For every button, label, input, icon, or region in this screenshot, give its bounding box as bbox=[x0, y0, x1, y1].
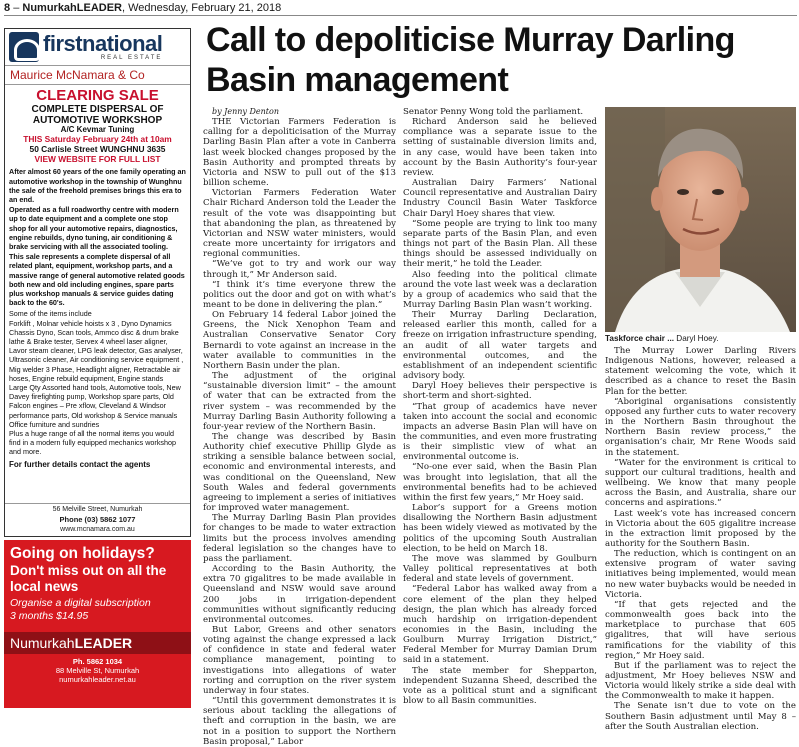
article-paragraph: The state member for Shepparton, independent Suzanna Sheed, described the vote as a political stunt and a significant blow to all Basin communities. bbox=[403, 665, 597, 707]
house-icon bbox=[9, 32, 39, 62]
article-paragraph: THE Victorian Farmers Federation is calling for a depoliticisation of the Murray Darling Basin Plan after a vote in Canberra last week blocked changes proposed by the Basin Authority and prompted threats by Victoria and NSW to pull out of the $13 billion scheme. bbox=[203, 117, 396, 189]
article-paragraph: The Senate isn’t due to vote on the Southern Basin adjustment until May 8 – after the South Australian election. bbox=[605, 701, 796, 732]
article-paragraph: Also feeding into the political climate around the vote last week was a declaration by a group of academics who said that the Murray Darling Basin Plan wasn’t working. bbox=[403, 269, 597, 310]
ad-headline: CLEARING SALE bbox=[36, 87, 159, 104]
article-column-3 bbox=[605, 346, 796, 732]
holiday-ad-price: 3 months $14.95 bbox=[10, 610, 89, 622]
article-paragraph: The reduction, which is contingent on an extensive program of water saving initiatives being implemented, would mean no new water buybacks would be needed in Victoria. bbox=[605, 549, 796, 600]
photo-caption bbox=[605, 333, 796, 344]
ad-items-list-3: Plus a huge range of all the normal items you would find in a modern fully equipped mechanics workshop and more. bbox=[9, 429, 177, 457]
agency-name: Maurice McNamara & Co bbox=[5, 66, 190, 85]
ad-items-list-1: Forklift , Molnar vehicle hoists x 3 , Dyno Dynamics Chassis Dyno, Scan tools, Ammco disc & drum brake lathe & Brake tester, Servex 4 wheel laser aligner, Lavor steam cleaner, LPG leak detector, Gas analyser, Ultrasonic cleaner, Air conditioning service equipment , Mig welder 3 Phase, Headlight aligner, Retractable air hoses, Engine rebuild equipment, Engine stands bbox=[9, 318, 184, 383]
article-paragraph: “No-one ever said, when the Basin Plan was brought into legislation, that all the environmental benefits had to be achieved within the first few years,” Mr Hoey said. bbox=[403, 462, 597, 503]
portrait-image bbox=[605, 107, 796, 332]
agent-website[interactable]: www.mcnamara.com.au bbox=[60, 526, 135, 533]
article-column-1 bbox=[203, 107, 396, 747]
ad-this-sale: This sale represents a complete dispersal of all related plant, equipment, workshop parts, and a massive range of general automotive related goods both new and old including engines, spare parts plus workshop manuals & service guides dating back to the 60's. bbox=[9, 252, 185, 308]
article-paragraph: Last week’s vote has increased concern in Victoria about the 605 gigalitre increase in the extraction limit proposed by the authority for the Southern Basin. bbox=[605, 508, 796, 549]
article-paragraph: But Labor, Greens and other senators voting against the change expressed a lack of confidence in state and federal water compliance management, pointing to investigations into allegations of water rorting and corruption on the river system underway in four states. bbox=[203, 624, 396, 696]
article-paragraph: The Murray Darling Basin Plan provides for changes to be made to water extraction limits but the process involves amending federal legislation so the changes have to pass the parliament. bbox=[203, 513, 396, 564]
article-column-2 bbox=[403, 107, 597, 710]
holiday-ad-website[interactable]: numurkahleader.net.au bbox=[59, 675, 136, 684]
paper-name: NumurkahLEADER bbox=[22, 2, 122, 14]
article-paragraph: “Water for the environment is critical to support our cultural traditions, health and wellbeing. We know that many people across the Basin, and Australia, share our concerns and aspirations.” bbox=[605, 457, 796, 509]
holiday-ad-line-2: Don't miss out on all the bbox=[10, 563, 167, 578]
article-paragraph: Victorian Farmers Federation Water Chair Richard Anderson told the Leader the result of the vote was disappointing but that abandoning the plan, as threatened by Victorian and NSW water ministers, would create more uncertainty for irrigators and regional communities. bbox=[203, 188, 396, 260]
article-paragraph: According to the Basin Authority, the extra 70 gigalitres to be made available in Queensland and NSW would save around 200 jobs in irrigation-dependent communities without significantly reducing environmental outcomes. bbox=[203, 564, 396, 625]
article-paragraph: But if the parliament was to reject the adjustment, Mr Hoey believes NSW and Victoria would likely strike a side deal with the Commonwealth to make it happen. bbox=[605, 660, 796, 702]
article-paragraph: Australian Dairy Farmers’ National Council representative and Australian Dairy Industry Council Basin Water Taskforce Chair Daryl Hoey shares that view. bbox=[403, 178, 597, 219]
article-paragraph: “Some people are trying to link too many separate parts of the Basin Plan, and even things not part of the Basin Plan. All these things should be assessed individually on their merit,” he told the Leader. bbox=[403, 218, 597, 270]
article-paragraph: “Until this government demonstrates it is serious about tackling the allegations of theft and corruption in the basin, we are not in a position to support the Northern Basin proposal,” Labor bbox=[203, 696, 396, 747]
article-paragraph: The move was slammed by Goulburn Valley political representatives at both federal and state levels of government. bbox=[403, 553, 597, 585]
page-number: 8 bbox=[4, 2, 11, 14]
issue-date: Wednesday, February 21, 2018 bbox=[128, 2, 282, 14]
holiday-ad-headline: Going on holidays? bbox=[10, 545, 155, 562]
agent-address: 56 Melville Street, Numurkah bbox=[52, 506, 143, 513]
page-masthead bbox=[4, 2, 797, 16]
article-paragraph: “Aboriginal organisations consistently opposed any further cuts to water recovery in the Northern Basin throughout the Northern Basin review process,” the organisation’s chair, Mr Rene Woods said in the statement. bbox=[605, 396, 796, 458]
brand-name: firstnational bbox=[43, 31, 163, 56]
holiday-ad-phone[interactable]: Ph. 5862 1034 bbox=[72, 657, 123, 666]
clearing-sale-ad[interactable] bbox=[4, 28, 191, 537]
holiday-ad-contact bbox=[4, 657, 191, 684]
ad-subhead-1: COMPLETE DISPERSAL OF bbox=[31, 104, 164, 115]
article-paragraph: On February 14 federal Labor joined the Greens, the Nick Xenophon Team and Australian Conservative Senator Cory Bernardi to vote against an increase in the water available to communities in the Northern Basin under the plan. bbox=[203, 310, 396, 371]
holiday-ad-brand bbox=[4, 632, 191, 654]
caption-lead: Taskforce chair ... bbox=[605, 334, 675, 343]
ad-website-line[interactable]: VIEW WEBSITE FOR FULL LIST bbox=[34, 154, 161, 165]
caption-name: Daryl Hoey. bbox=[674, 334, 719, 343]
holiday-ad-address: 88 Melville St, Numurkah bbox=[55, 666, 140, 675]
article-paragraph: “I think it’s time everyone threw the politics out the door and got on with what’s meant to be done in delivering the plan.” bbox=[203, 279, 396, 310]
ad-intro: After almost 60 years of the one family operating an automotive workshop in the township of Wunghnu the sale of the freehold premises brings this era to an end. bbox=[9, 167, 186, 204]
article-paragraph: Daryl Hoey believes their perspective is short-term and short-sighted. bbox=[403, 381, 597, 402]
article-headline: Call to depoliticise Murray Darling Basin management bbox=[206, 21, 735, 99]
article-paragraph: “That group of academics have never taken into account the social and economic impacts an adverse Basin Plan will have on the communities, and even more frustrating is their simplistic view of what an environmental outcome is. bbox=[403, 401, 597, 463]
ad-client: A/C Kevmar Tuning bbox=[60, 125, 135, 134]
ad-further-details: For further details contact the agents bbox=[9, 459, 151, 469]
brand-light: Numurkah bbox=[10, 635, 75, 651]
ad-body bbox=[5, 85, 190, 472]
ad-operated: Operated as a full roadworthy centre with modern up to date equipment and a complete one stop shop for all your automotive repairs, diagnostics, engine rebuilds, dyno tuning, air conditioning & brake servicing with all the associated tooling. bbox=[9, 205, 179, 252]
article-paragraph: “If that gets rejected and the commonwealth goes back into the marketplace to purchase that 605 gigalitres, that will have serious ramifications for the viability of this region,” Mr Hoey said. bbox=[605, 599, 796, 661]
article-paragraph: The change was described by Basin Authority chief executive Phillip Glyde as striking a sensible balance between social, economic and environmental interests, and was conditional on the Queensland, New South Wales and federal governments agreeing to implement a series of initiatives for improved water management. bbox=[203, 432, 396, 514]
byline: by Jenny Denton bbox=[212, 107, 279, 116]
ad-address-line: 50 Carlisle Street WUNGHNU 3635 bbox=[29, 144, 166, 155]
ad-items-intro: Some of the items include bbox=[9, 309, 92, 319]
portrait-photo bbox=[605, 107, 796, 332]
masthead-comma: , bbox=[122, 2, 129, 14]
article-paragraph: Senator Penny Wong told the parliament. bbox=[403, 107, 584, 117]
holiday-ad-line-3: Organise a digital subscription bbox=[10, 597, 151, 609]
brand-sub: REAL ESTATE bbox=[100, 55, 163, 61]
holiday-subscription-ad[interactable] bbox=[4, 540, 191, 708]
holiday-ad-line-2b: local news bbox=[10, 579, 79, 594]
ad-footer bbox=[5, 503, 190, 536]
ad-date-line: THIS Saturday February 24th at 10am bbox=[23, 134, 172, 145]
agent-phone[interactable]: Phone (03) 5862 1077 bbox=[59, 515, 136, 524]
article-paragraph: “Federal Labor has walked away from a core element of the plan they helped design, the plan which has already forced much hardship on irrigation-dependent economies in the Basin, including the Goulburn Murray Irrigation District,” Federal Member for Murray Damian Drum said in a statement. bbox=[403, 584, 597, 666]
article-paragraph: Their Murray Darling Declaration, released earlier this month, called for a freeze on irrigation infrastructure spending, an audit of all water targets and environmental outcomes, and the establishment of an independent scientific advisory body. bbox=[403, 310, 597, 382]
first-national-logo bbox=[5, 29, 190, 66]
article-paragraph: Labor’s support for a Greens motion disallowing the Northern Basin adjustment has been widely viewed as motivated by the politics of the upcoming South Australian election, to be held on March 18. bbox=[403, 503, 597, 554]
article-paragraph: Richard Anderson said he believed compliance was a separate issue to the setting of sustainable diversion limits and, in any case, would have been taken into account by the Basin Authority’s four-year review. bbox=[403, 117, 597, 178]
masthead-separator: – bbox=[13, 2, 23, 14]
article-paragraph: “We’ve got to try and work our way through it,” Mr Anderson said. bbox=[203, 259, 396, 280]
ad-subhead-2: AUTOMOTIVE WORKSHOP bbox=[32, 115, 163, 126]
brand-bold: LEADER bbox=[74, 635, 133, 651]
article-paragraph: The adjustment of the original “sustainable diversion limit” – the amount of water that can be extracted from the river system – was recommended by the Murray Darling Basin Authority following a four-year review of the Northern Basin. bbox=[203, 371, 396, 432]
article-paragraph: The Murray Lower Darling Rivers Indigenous Nations, however, released a statement welcoming the vote, which it described as a chance to reset the Basin Plan for the better. bbox=[605, 346, 796, 397]
ad-items-list-2: Large Qty Assorted hand tools, Automotive tools, New Davey firefighting pump, Workshop spare parts, Old Falcon engines – Pre xflow, Cleveland & Windsor performance parts, Old workshop & Service manuals Office furniture and sundries bbox=[9, 383, 181, 429]
